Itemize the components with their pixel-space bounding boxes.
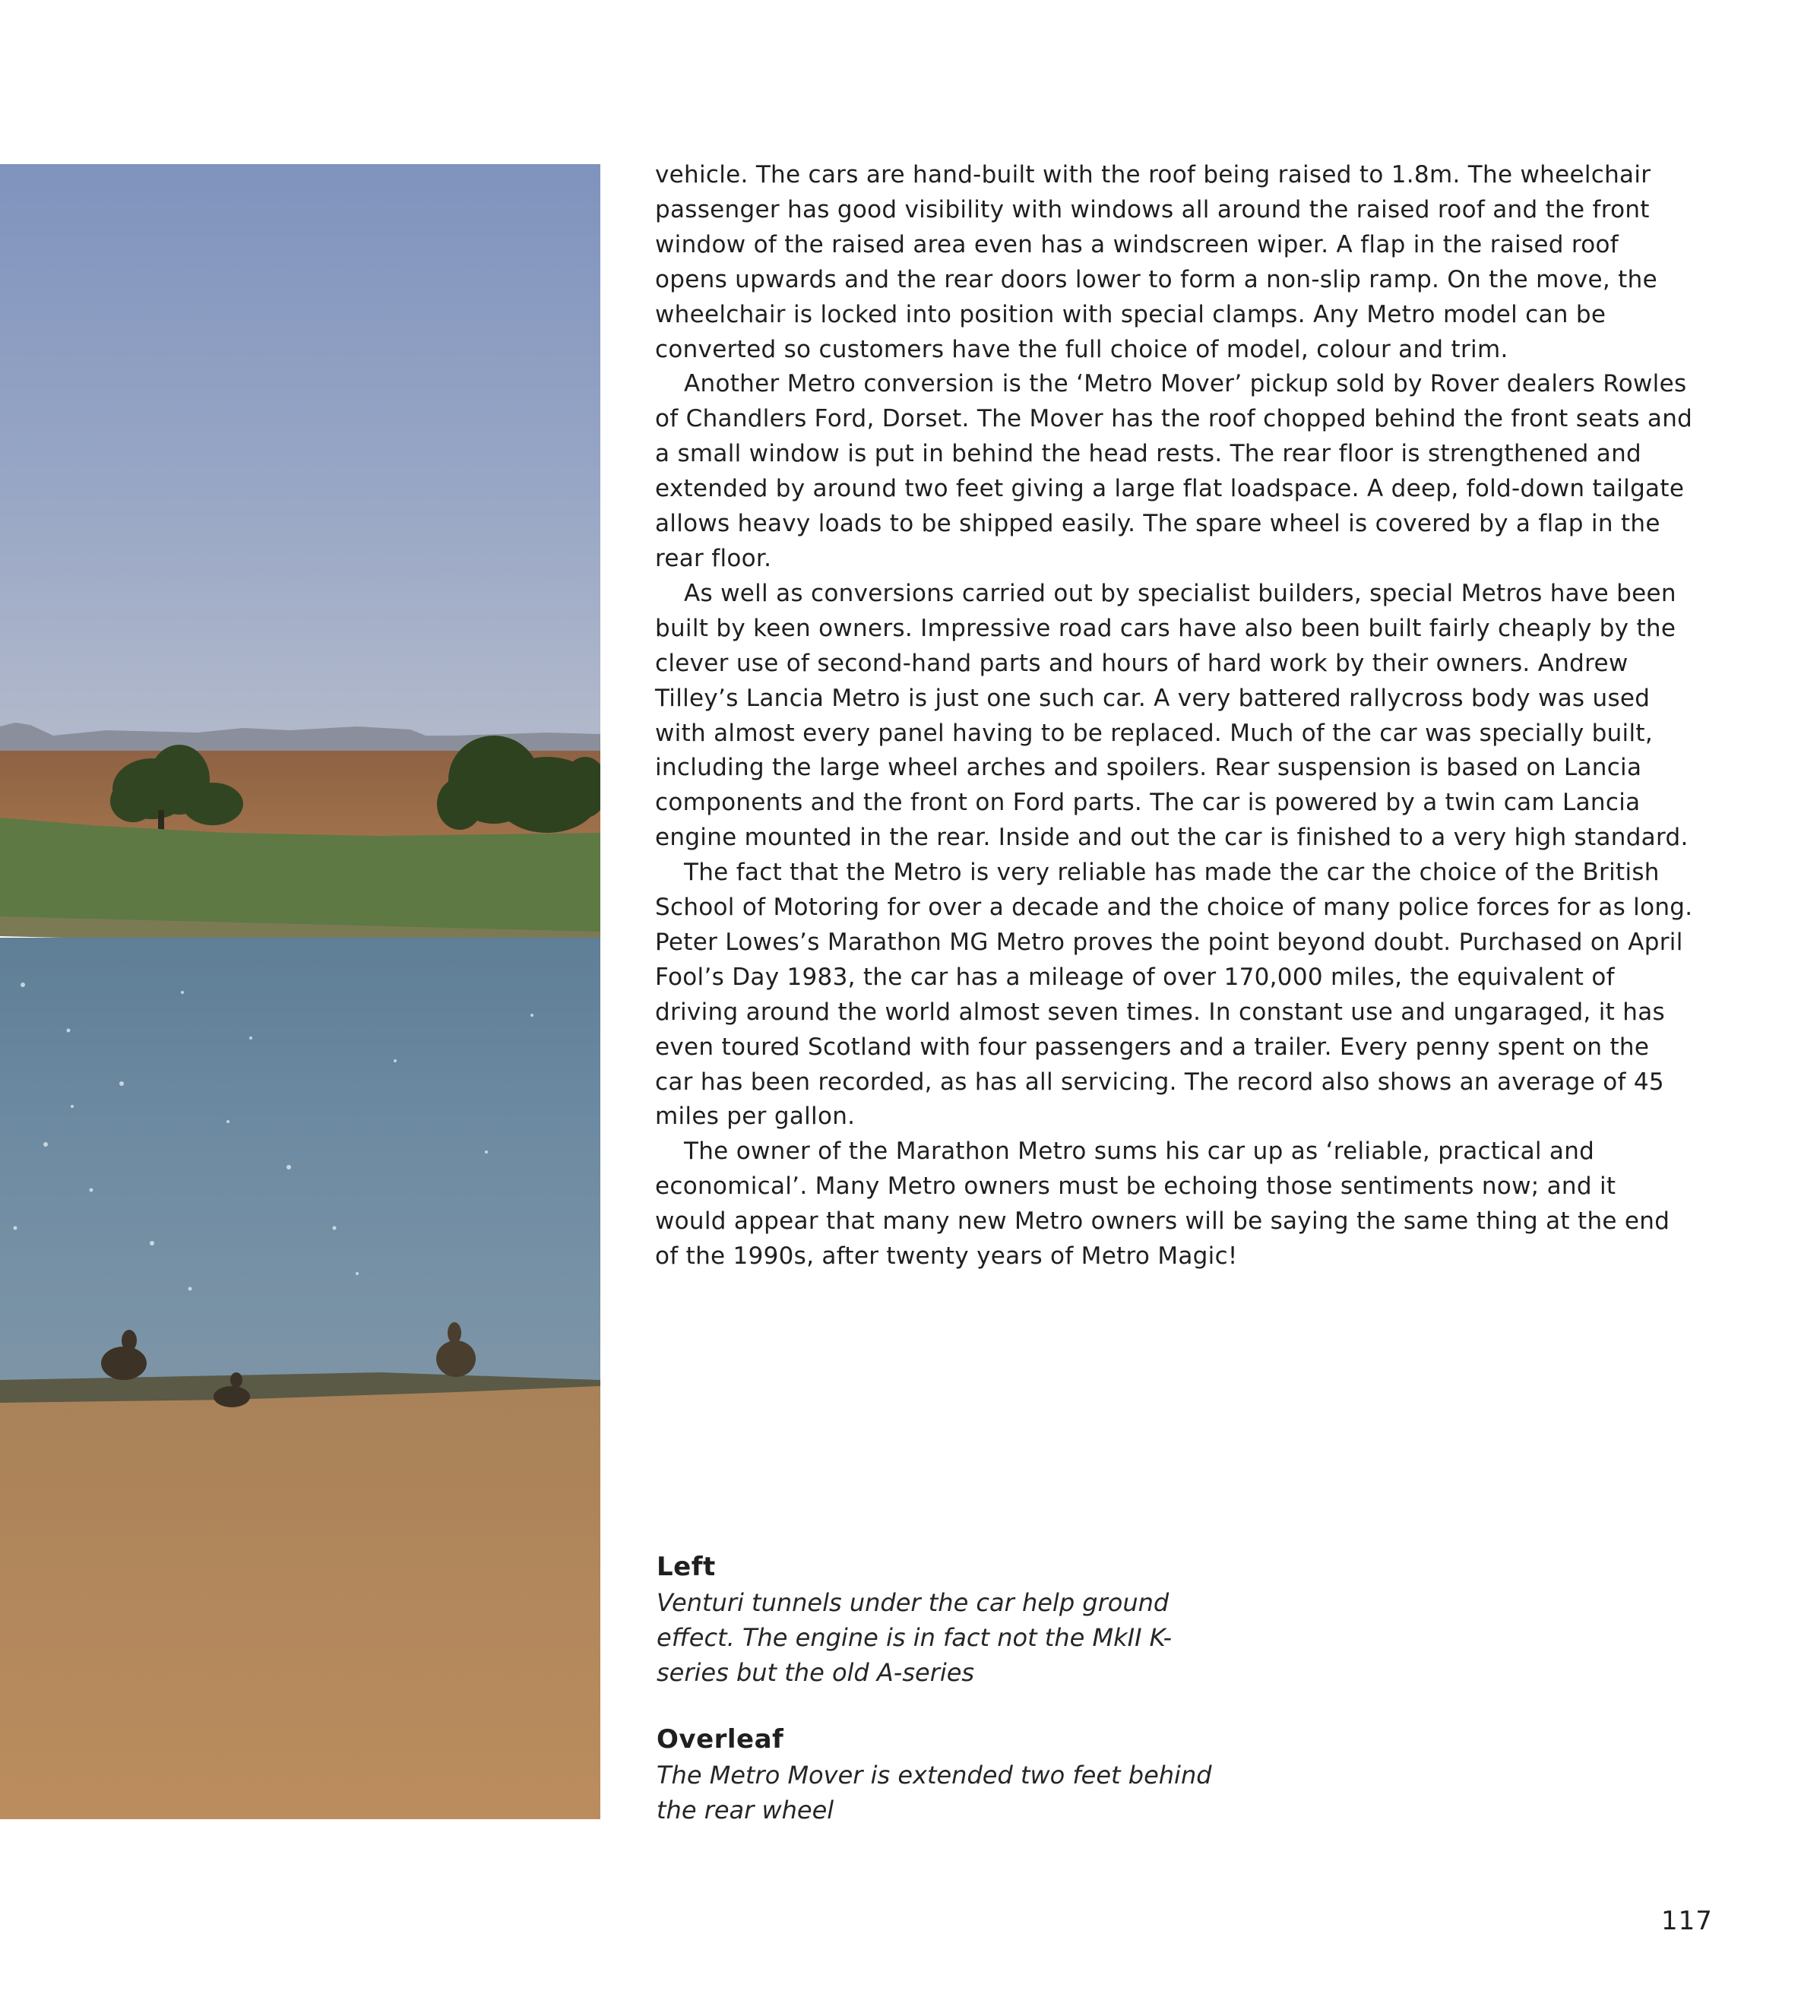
article-body — [655, 158, 1693, 1274]
caption-left-heading: Left — [657, 1552, 716, 1582]
beach — [0, 1386, 600, 1819]
caption-left-text: Venturi tunnels under the car help ground effect. The engine is in fact not the MkII K-series but the old A-series — [657, 1588, 1172, 1687]
sky — [0, 164, 600, 742]
caption-overleaf — [657, 1721, 1234, 1828]
body-paragraph: The owner of the Marathon Metro sums his car up as ‘reliable, practical and economical’. Many Metro owners must be echoing those sentiments now; and it would appear that many new Metro owners will be saying the same thing at the end of the 1990s, after twenty years of Metro Magic! — [655, 1138, 1670, 1271]
body-paragraph: Another Metro conversion is the ‘Metro Mover’ pickup sold by Rover dealers Rowles of Chandlers Ford, Dorset. The Mover has the roof chopped behind the front seats and a small window is put in behind the head rests. The rear floor is strengthened and extended by around two feet giving a large flat loadspace. A deep, fold-down tailgate allows heavy loads to be shipped easily. The spare wheel is covered by a flap in the rear floor. — [655, 370, 1693, 572]
lake-with-ducks-illustration — [0, 164, 600, 1819]
lake — [0, 938, 600, 1386]
lake-photo — [0, 164, 600, 1819]
page-number: 117 — [1661, 1906, 1713, 1936]
caption-left — [657, 1549, 1234, 1690]
body-paragraph: The fact that the Metro is very reliable has made the car the choice of the British School of Motoring for over a decade and the choice of many police forces for as long. Peter Lowes’s Marathon MG Metro proves the point beyond doubt. Purchased on April Fool’s Day 1983, the car has a mileage of over 170,000 miles, the equivalent of driving around the world almost seven times. In constant use and ungaraged, it has even toured Scotland with four passengers and a trailer. Every penny spent on the car has been recorded, as has all servicing. The record also shows an average of 45 miles per gallon. — [655, 859, 1693, 1131]
body-paragraph: As well as conversions carried out by specialist builders, special Metros have been built by keen owners. Impressive road cars have also been built fairly cheaply by the clever use of second-hand parts and hours of hard work by their owners. Andrew Tilley’s Lancia Metro is just one such car. A very battered rallycross body was used with almost every panel having to be replaced. Much of the car was specially built, including the large wheel arches and spoilers. Rear suspension is based on Lancia components and the front on Ford parts. The car is powered by a twin cam Lancia engine mounted in the rear. Inside and out the car is finished to a very high standard. — [655, 579, 1689, 852]
caption-overleaf-heading: Overleaf — [657, 1724, 784, 1755]
caption-overleaf-text: The Metro Mover is extended two feet behind the rear wheel — [657, 1761, 1212, 1825]
body-paragraph: vehicle. The cars are hand-built with the roof being raised to 1.8m. The wheelchair passenger has good visibility with windows all around the raised roof and the front window of the raised area even has a windscreen wiper. A flap in the raised roof opens upwards and the rear doors lower to form a non-slip ramp. On the move, the wheelchair is locked into position with special clamps. Any Metro model can be converted so customers have the full choice of model, colour and trim. — [655, 161, 1657, 363]
